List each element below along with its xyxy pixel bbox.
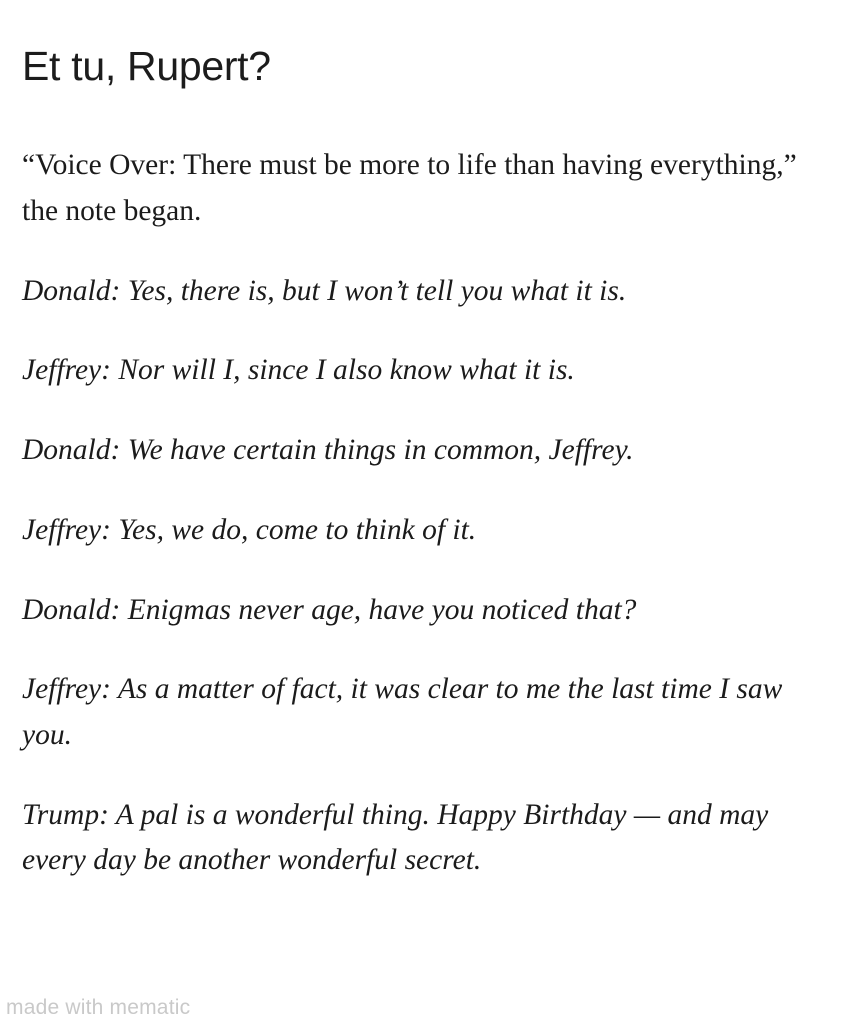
page-title: Et tu, Rupert? (22, 43, 271, 89)
paragraph-jeffrey-3: Jeffrey: As a matter of fact, it was clear to me the last time I saw you. (22, 673, 783, 751)
paragraph-jeffrey-2: Jeffrey: Yes, we do, come to think of it. (22, 513, 477, 546)
paragraph-voice-over: “Voice Over: There must be more to life than having everything,” the note began. (22, 149, 797, 227)
paragraph-donald-2: Donald: We have certain things in common, Jeffrey. (22, 434, 634, 467)
mematic-watermark: made with mematic (6, 996, 191, 1019)
paragraph-trump: Trump: A pal is a wonderful thing. Happy Birthday — and may every day be another wonderful secret. (22, 798, 769, 877)
paragraph-donald-1: Donald: Yes, there is, but I won’t tell you what it is. (22, 274, 627, 307)
paragraph-jeffrey-1: Jeffrey: Nor will I, since I also know what it is. (22, 354, 575, 387)
paragraph-donald-3: Donald: Enigmas never age, have you noticed that? (22, 593, 637, 626)
